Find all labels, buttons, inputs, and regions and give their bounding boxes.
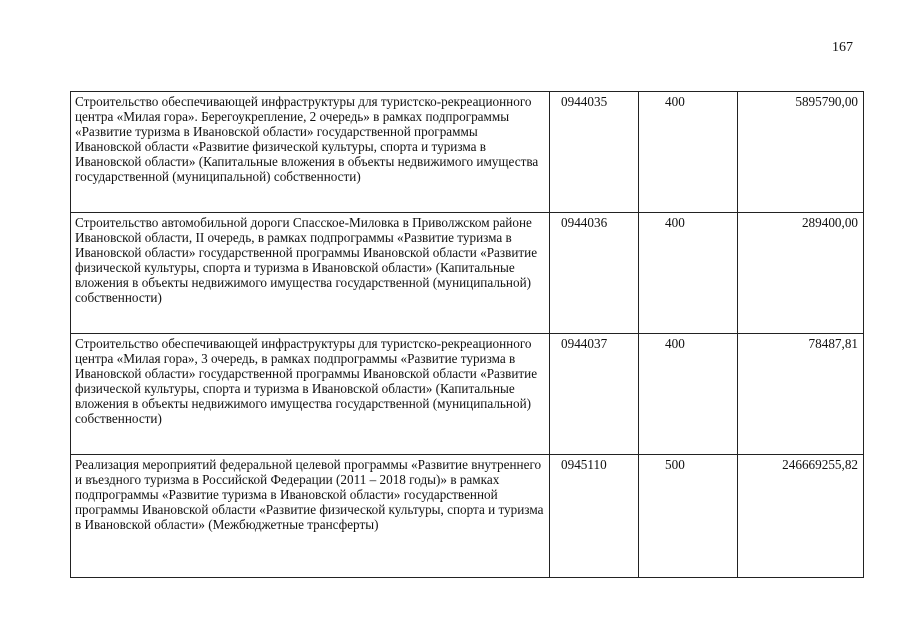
page-number: 167	[832, 40, 853, 55]
table-row	[71, 213, 864, 334]
row-expense-type: 400	[639, 334, 738, 455]
row-target-code: 0944035	[550, 92, 639, 213]
table-row	[71, 455, 864, 578]
row-description: Реализация мероприятий федеральной целевой программы «Развитие внутреннего и въездного туризма в Российской Федерации (2011 – 2018 годы)» в рамках подпрограммы «Развитие туризма в Ивановской области» государственной программы Ивановской области «Развитие физической культуры, спорта и туризма в Ивановской области» (Межбюджетные трансферты)	[71, 455, 550, 578]
row-target-code: 0944036	[550, 213, 639, 334]
row-amount: 78487,81	[738, 334, 864, 455]
row-amount: 289400,00	[738, 213, 864, 334]
table-row	[71, 334, 864, 455]
row-amount: 5895790,00	[738, 92, 864, 213]
row-target-code: 0945110	[550, 455, 639, 578]
budget-table	[70, 91, 864, 578]
row-amount: 246669255,82	[738, 455, 864, 578]
table-row	[71, 92, 864, 213]
row-expense-type: 500	[639, 455, 738, 578]
row-description: Строительство обеспечивающей инфраструктуры для туристско-рекреационного центра «Милая гора», 3 очередь, в рамках подпрограммы «Развитие туризма в Ивановской области» государственной программы Ивановской области «Развитие физической культуры, спорта и туризма в Ивановской области» (Капитальные вложения в объекты недвижимого имущества государственной (муниципальной) собственности)	[71, 334, 550, 455]
row-target-code: 0944037	[550, 334, 639, 455]
row-description: Строительство автомобильной дороги Спасское-Миловка в Приволжском районе Ивановской области, II очередь, в рамках подпрограммы «Развитие туризма в Ивановской области» государственной программы Ивановской области «Развитие физической культуры, спорта и туризма в Ивановской области» (Капитальные вложения в объекты недвижимого имущества государственной (муниципальной) собственности)	[71, 213, 550, 334]
row-expense-type: 400	[639, 92, 738, 213]
row-expense-type: 400	[639, 213, 738, 334]
row-description: Строительство обеспечивающей инфраструктуры для туристско-рекреационного центра «Милая гора». Берегоукрепление, 2 очередь» в рамках подпрограммы «Развитие туризма в Ивановской области» государственной программы Ивановской области «Развитие физической культуры, спорта и туризма в Ивановской области» (Капитальные вложения в объекты недвижимого имущества государственной (муниципальной) собственности)	[71, 92, 550, 213]
